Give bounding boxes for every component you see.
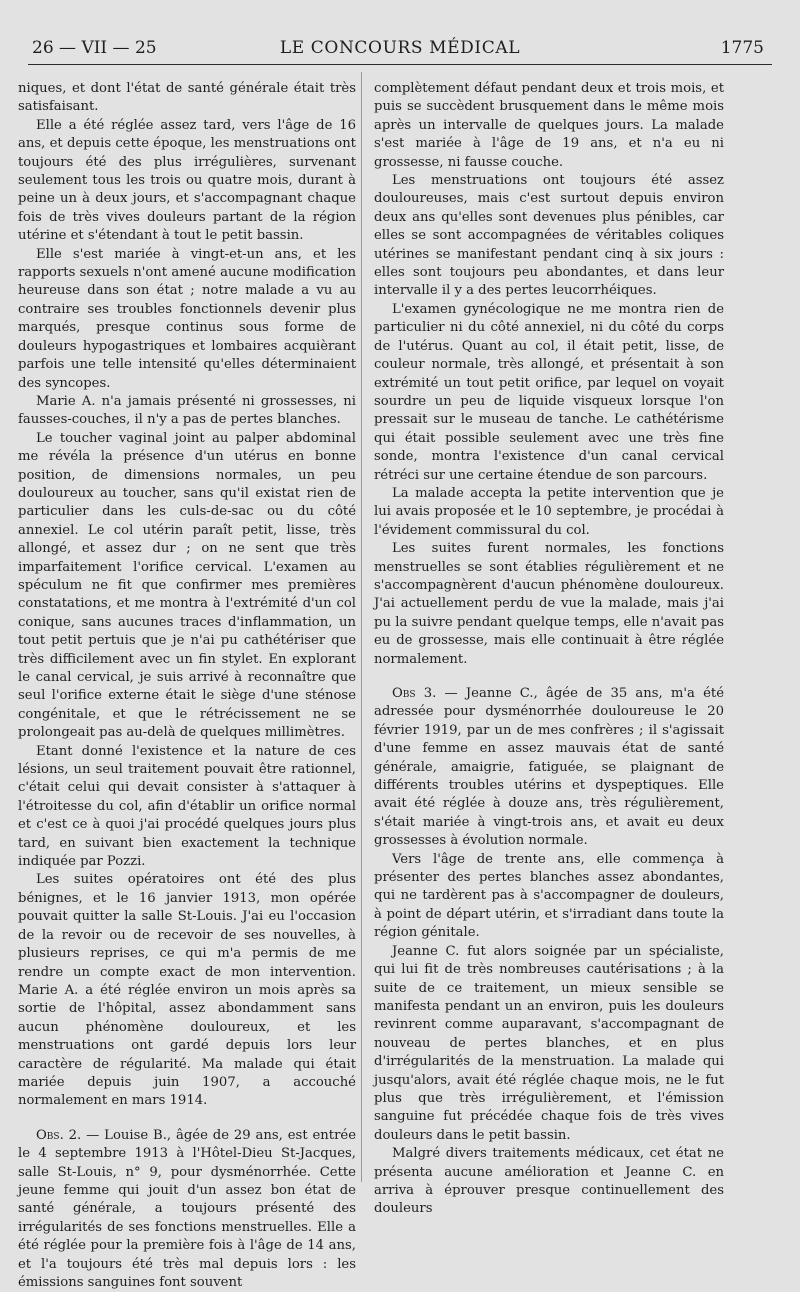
- paragraph: L'examen gynécologique ne me montra rien de particulier ni du côté annexiel, ni du côté du corps de l'utérus. Quant au col, il était petit, lisse, de couleur normale, très allongé, et présentait à son extrémité un tout petit orifice, par lequel on voyait sourdre un peu de liquide visqueux lorsque l'on pressait sur le museau de tanche. Le cathétérisme qui était possible seulement avec une très fine sonde, montra l'existence d'un canal cervical rétréci sur une certaine étendue de son parcours.: [374, 301, 724, 483]
- paragraph: Le toucher vaginal joint au palper abdominal me révéla la présence d'un utérus en bonne position, de dimensions normales, un peu douloureux au toucher, sans qu'il existat rien de particulier dans les culs-de-sac ou du côté annexiel. Le col utérin paraît petit, lisse, très allongé, et assez dur ; on ne sent que très imparfaitement l'orifice cervical. L'examen au spéculum ne fit que confirmer mes premières constatations, et me montra à l'extrémité d'un col conique, sans aucunes traces d'inflammation, un tout petit pertuis que je n'ai pu cathétériser que très difficilement avec un fin stylet. En explorant le canal cervical, je suis arrivé à reconnaître que seul l'orifice externe était le siège d'une sténose congénitale, et que le rétrécissement ne se prolongeait pas au-delà de quelques millimètres.: [18, 430, 356, 741]
- paragraph: Jeanne C. fut alors soignée par un spécialiste, qui lui fit de très nombreuses cautérisations ; à la suite de ce traitement, un mieux sensible se manifesta pendant un an environ, puis les douleurs revinrent comme auparavant, s'accompagnant de nouveau de pertes blanches, et en plus d'irrégularités de la menstruation. La malade qui jusqu'alors, avait été réglée chaque mois, ne le fut plus que très irrégulièrement, et l'émission sanguine fut précédée chaque fois de très vives douleurs dans le petit bassin.: [374, 943, 724, 1143]
- paragraph: Elle a été réglée assez tard, vers l'âge de 16 ans, et depuis cette époque, les menstruations ont toujours été des plus irrégulières, survenant seulement tous les trois ou quatre mois, durant à peine un à deux jours, et s'accompagnant chaque fois de très vives douleurs partant de la région utérine et s'étendant à tout le petit bassin.: [18, 117, 356, 244]
- paragraph: Malgré divers traitements médicaux, cet état ne présenta aucune amélioration et Jeanne C. en arriva à éprouver presque continuellement des douleurs: [374, 1146, 724, 1217]
- right-column: [374, 80, 724, 1219]
- paragraph: Vers l'âge de trente ans, elle commença à présenter des pertes blanches assez abondantes, qui ne tardèrent pas à s'accompagner de douleurs, à point de départ utérin, et s'irradiant dans toute la région génitale.: [374, 851, 724, 941]
- paragraph: Elle s'est mariée à vingt-et-un ans, et les rapports sexuels n'ont amené aucune modification heureuse dans son état ; notre malade a vu au contraire ses troubles fonctionnels devenir plus marqués, presque continus sous forme de douleurs hypogastriques et lombaires acquièrant parfois une telle intensité qu'elles déterminaient des syncopes.: [18, 246, 356, 391]
- paragraph: complètement défaut pendant deux et trois mois, et puis se succèdent brusquement dans le même mois après un intervalle de quelques jours. La malade s'est mariée à l'âge de 19 ans, et n'a eu ni grossesse, ni fausse couche.: [374, 81, 724, 170]
- observation-label: Obs. 2.: [36, 1127, 82, 1143]
- paragraph: Marie A. n'a jamais présenté ni grossesses, ni fausses-couches, il n'y a pas de pertes blanches.: [18, 393, 356, 428]
- journal-title: LE CONCOURS MÉDICAL: [279, 38, 521, 58]
- paragraph: La malade accepta la petite intervention que je lui avais proposée et le 10 septembre, je procédai à l'évidement commissural du col.: [374, 485, 724, 538]
- left-column: [18, 80, 356, 1292]
- page-number: 1775: [720, 38, 764, 58]
- observation-3: [374, 685, 724, 851]
- observation-text: — Jeanne C., âgée de 35 ans, m'a été adressée pour dysménorrhée douloureuse le 20 février 1919, par un de mes confrères ; il s'agissait d'une femme en assez mauvais état de santé générale, amaigrie, fatiguée, se plaignant de différents troubles utérins et dyspeptiques. Elle avait été réglée à douze ans, très régulièrement, s'était mariée à vingt-trois ans, et avait eu deux grossesses à évolution normale.: [374, 686, 724, 849]
- page-header: [28, 34, 772, 65]
- paragraph: Les menstruations ont toujours été assez douloureuses, mais c'est surtout depuis environ deux ans qu'elles sont devenues plus pénibles, car elles se sont accompagnées de véritables coliques utérines se manifestant pendant cinq à six jours : elles sont toujours peu abondantes, et dans leur intervalle il y a des pertes leucorrhéiques.: [374, 173, 724, 299]
- paragraph: Etant donné l'existence et la nature de ces lésions, un seul traitement pouvait être rationnel, c'était celui qui devait consister à s'attaquer à l'étroitesse du col, afin d'établir un orifice normal et c'est ce à quoi j'ai procédé quelques jours plus tard, en suivant bien exactement la technique indiquée par Pozzi.: [18, 743, 356, 870]
- issue-reference: 26 — VII — 25: [32, 38, 157, 58]
- paragraph: Les suites opératoires ont été des plus bénignes, et le 16 janvier 1913, mon opérée pouvait quitter la salle St-Louis. J'ai eu l'occasion de la revoir ou de recevoir de ses nouvelles, à plusieurs reprises, ce qui m'a permis de me rendre un compte exact de mon intervention. Marie A. a été réglée environ un mois après sa sortie de l'hôpital, assez abondamment sans aucun phénomène douloureux, et les menstruations ont gardé depuis lors leur caractère de régularité. Ma malade qui était mariée depuis juin 1907, a accouché normalement en mars 1914.: [18, 872, 356, 1109]
- paragraph: niques, et dont l'état de santé générale était très satisfaisant.: [18, 81, 356, 115]
- observation-text: — Louise B., âgée de 29 ans, est entrée le 4 septembre 1913 à l'Hôtel-Dieu St-Jacques, salle St-Louis, n° 9, pour dysménorrhée. Cette jeune femme qui jouit d'un assez bon état de santé générale, a toujours présenté des irrégularités de ses fonctions menstruelles. Elle a été réglée pour la première fois à l'âge de 14 ans, et l'a toujours été très mal depuis lors : les émissions sanguines font souvent: [18, 1127, 357, 1290]
- column-divider: [361, 72, 362, 1182]
- paragraph: Les suites furent normales, les fonctions menstruelles se sont établies régulièrement et ne s'accompagnèrent d'aucun phénomène douloureux. J'ai actuellement perdu de vue la malade, mais j'ai pu la suivre pendant quelque temps, elle n'avait pas eu de grossesse, mais elle continuait à être réglée normalement.: [374, 541, 724, 667]
- observation-2: [18, 1127, 356, 1292]
- observation-label: Obs 3.: [392, 686, 437, 701]
